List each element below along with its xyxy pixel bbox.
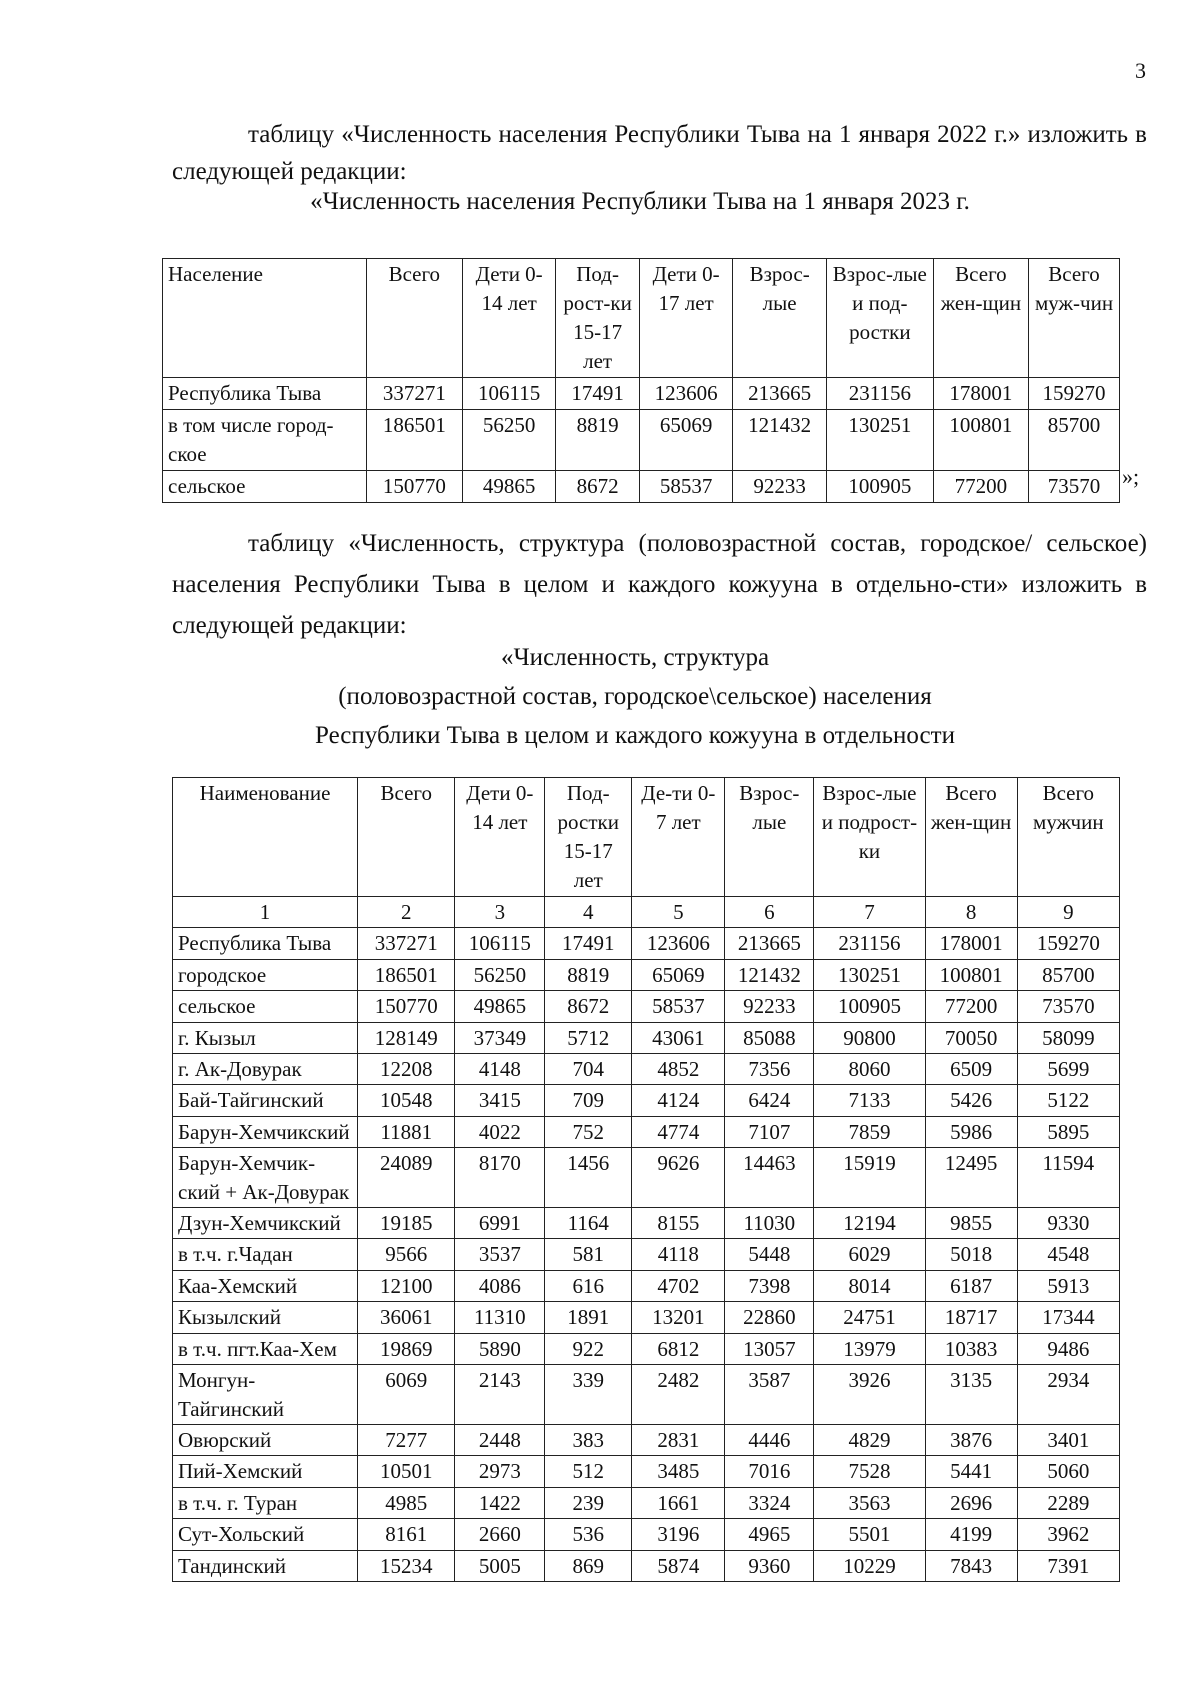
value-cell: 5874 xyxy=(632,1550,725,1581)
value-cell: 12495 xyxy=(925,1148,1017,1208)
value-cell: 159270 xyxy=(1029,378,1120,410)
value-cell: 7107 xyxy=(725,1116,814,1147)
value-cell: 130251 xyxy=(814,959,925,990)
column-index-cell: 7 xyxy=(814,897,925,928)
value-cell: 4548 xyxy=(1017,1239,1119,1270)
value-cell: 65069 xyxy=(639,410,733,471)
table-row xyxy=(173,1148,1120,1208)
value-cell: 5986 xyxy=(925,1116,1017,1147)
value-cell: 36061 xyxy=(358,1302,455,1333)
value-cell: 2934 xyxy=(1017,1365,1119,1425)
value-cell: 4985 xyxy=(358,1487,455,1518)
table2-title-line: (половозрастной состав, городское\сельское) населения xyxy=(338,683,932,710)
value-cell: 1891 xyxy=(545,1302,632,1333)
value-cell: 8014 xyxy=(814,1270,925,1301)
value-cell: 123606 xyxy=(639,378,733,410)
page-number: 3 xyxy=(1135,58,1146,83)
value-cell: 752 xyxy=(545,1116,632,1147)
table-row xyxy=(173,1550,1120,1581)
value-cell: 6424 xyxy=(725,1085,814,1116)
value-cell: 9330 xyxy=(1017,1208,1119,1239)
column-header: Население xyxy=(163,259,367,378)
value-cell: 704 xyxy=(545,1054,632,1085)
value-cell: 128149 xyxy=(358,1022,455,1053)
value-cell: 2660 xyxy=(455,1519,545,1550)
value-cell: 77200 xyxy=(933,471,1028,503)
value-cell: 22860 xyxy=(725,1302,814,1333)
value-cell: 18717 xyxy=(925,1302,1017,1333)
value-cell: 70050 xyxy=(925,1022,1017,1053)
row-label-cell: городское xyxy=(173,959,358,990)
value-cell: 337271 xyxy=(366,378,462,410)
value-cell: 58537 xyxy=(632,991,725,1022)
table-row xyxy=(173,1116,1120,1147)
value-cell: 3926 xyxy=(814,1365,925,1425)
value-cell: 4148 xyxy=(455,1054,545,1085)
row-label-cell: Дзун-Хемчикский xyxy=(173,1208,358,1239)
value-cell: 8060 xyxy=(814,1054,925,1085)
row-label-cell: в т.ч. пгт.Каа-Хем xyxy=(173,1333,358,1364)
table1-title: «Численность населения Республики Тыва на 1 января 2023 г. xyxy=(310,188,970,215)
value-cell: 512 xyxy=(545,1456,632,1487)
value-cell: 4446 xyxy=(725,1424,814,1455)
value-cell: 3563 xyxy=(814,1487,925,1518)
value-cell: 5895 xyxy=(1017,1116,1119,1147)
value-cell: 7391 xyxy=(1017,1550,1119,1581)
value-cell: 581 xyxy=(545,1239,632,1270)
value-cell: 6812 xyxy=(632,1333,725,1364)
value-cell: 2973 xyxy=(455,1456,545,1487)
column-header: Всего xyxy=(366,259,462,378)
table1-closing-quote: »; xyxy=(1122,464,1140,489)
value-cell: 15234 xyxy=(358,1550,455,1581)
column-header: Дети 0-14 лет xyxy=(455,778,545,897)
value-cell: 2289 xyxy=(1017,1487,1119,1518)
row-label-cell: Барун-Хемчикский xyxy=(173,1116,358,1147)
value-cell: 4852 xyxy=(632,1054,725,1085)
value-cell: 9855 xyxy=(925,1208,1017,1239)
value-cell: 24089 xyxy=(358,1148,455,1208)
row-label-cell: в т.ч. г. Туран xyxy=(173,1487,358,1518)
value-cell: 100801 xyxy=(933,410,1028,471)
value-cell: 19869 xyxy=(358,1333,455,1364)
value-cell: 2696 xyxy=(925,1487,1017,1518)
column-header: Всего жен-щин xyxy=(925,778,1017,897)
row-label-cell: Республика Тыва xyxy=(163,378,367,410)
column-header: Всего мужчин xyxy=(1017,778,1119,897)
value-cell: 49865 xyxy=(462,471,555,503)
value-cell: 1661 xyxy=(632,1487,725,1518)
value-cell: 92233 xyxy=(725,991,814,1022)
table-row xyxy=(163,471,1120,503)
value-cell: 12208 xyxy=(358,1054,455,1085)
value-cell: 100905 xyxy=(814,991,925,1022)
population-table-2023 xyxy=(162,258,1120,503)
row-label-cell: Барун-Хемчик-ский + Ак-Довурак xyxy=(173,1148,358,1208)
column-index-cell: 6 xyxy=(725,897,814,928)
value-cell: 1164 xyxy=(545,1208,632,1239)
value-cell: 11030 xyxy=(725,1208,814,1239)
value-cell: 11310 xyxy=(455,1302,545,1333)
value-cell: 8170 xyxy=(455,1148,545,1208)
value-cell: 106115 xyxy=(462,378,555,410)
value-cell: 13201 xyxy=(632,1302,725,1333)
value-cell: 536 xyxy=(545,1519,632,1550)
column-header: Под-рост-ки 15-17 лет xyxy=(556,259,639,378)
row-label-cell: Сут-Хольский xyxy=(173,1519,358,1550)
value-cell: 130251 xyxy=(826,410,933,471)
value-cell: 2143 xyxy=(455,1365,545,1425)
value-cell: 616 xyxy=(545,1270,632,1301)
value-cell: 150770 xyxy=(366,471,462,503)
value-cell: 5501 xyxy=(814,1519,925,1550)
value-cell: 24751 xyxy=(814,1302,925,1333)
value-cell: 5890 xyxy=(455,1333,545,1364)
column-index-cell: 3 xyxy=(455,897,545,928)
value-cell: 85088 xyxy=(725,1022,814,1053)
table-row xyxy=(173,1085,1120,1116)
value-cell: 3324 xyxy=(725,1487,814,1518)
value-cell: 869 xyxy=(545,1550,632,1581)
value-cell: 339 xyxy=(545,1365,632,1425)
value-cell: 11594 xyxy=(1017,1148,1119,1208)
column-header: Под-ростки 15-17 лет xyxy=(545,778,632,897)
table-row xyxy=(173,1333,1120,1364)
column-header: Взрос-лые xyxy=(733,259,827,378)
value-cell: 90800 xyxy=(814,1022,925,1053)
table-row xyxy=(173,1239,1120,1270)
row-label-cell: Овюрский xyxy=(173,1424,358,1455)
value-cell: 17491 xyxy=(545,928,632,959)
value-cell: 5060 xyxy=(1017,1456,1119,1487)
value-cell: 231156 xyxy=(826,378,933,410)
table-row xyxy=(173,1208,1120,1239)
value-cell: 2831 xyxy=(632,1424,725,1455)
value-cell: 58099 xyxy=(1017,1022,1119,1053)
value-cell: 231156 xyxy=(814,928,925,959)
column-header: Всего xyxy=(358,778,455,897)
value-cell: 3401 xyxy=(1017,1424,1119,1455)
table-row xyxy=(173,1054,1120,1085)
value-cell: 3485 xyxy=(632,1456,725,1487)
value-cell: 8819 xyxy=(545,959,632,990)
value-cell: 37349 xyxy=(455,1022,545,1053)
value-cell: 5699 xyxy=(1017,1054,1119,1085)
table-row xyxy=(173,1270,1120,1301)
value-cell: 43061 xyxy=(632,1022,725,1053)
value-cell: 178001 xyxy=(925,928,1017,959)
value-cell: 17344 xyxy=(1017,1302,1119,1333)
column-index-row xyxy=(173,897,1120,928)
table-row xyxy=(173,1456,1120,1487)
value-cell: 11881 xyxy=(358,1116,455,1147)
value-cell: 65069 xyxy=(632,959,725,990)
table2-title-line: Республики Тыва в целом и каждого кожууна в отдельности xyxy=(315,722,955,749)
value-cell: 6991 xyxy=(455,1208,545,1239)
value-cell: 10501 xyxy=(358,1456,455,1487)
row-label-cell: г. Ак-Довурак xyxy=(173,1054,358,1085)
value-cell: 2448 xyxy=(455,1424,545,1455)
value-cell: 5441 xyxy=(925,1456,1017,1487)
value-cell: 19185 xyxy=(358,1208,455,1239)
value-cell: 85700 xyxy=(1017,959,1119,990)
value-cell: 5913 xyxy=(1017,1270,1119,1301)
value-cell: 58537 xyxy=(639,471,733,503)
value-cell: 3196 xyxy=(632,1519,725,1550)
table-row xyxy=(173,1424,1120,1455)
value-cell: 5712 xyxy=(545,1022,632,1053)
value-cell: 4702 xyxy=(632,1270,725,1301)
column-index-cell: 2 xyxy=(358,897,455,928)
value-cell: 92233 xyxy=(733,471,827,503)
column-index-cell: 1 xyxy=(173,897,358,928)
value-cell: 121432 xyxy=(733,410,827,471)
value-cell: 337271 xyxy=(358,928,455,959)
value-cell: 5018 xyxy=(925,1239,1017,1270)
column-header: Де-ти 0-7 лет xyxy=(632,778,725,897)
value-cell: 123606 xyxy=(632,928,725,959)
value-cell: 121432 xyxy=(725,959,814,990)
intro-paragraph-1: таблицу «Численность населения Республики Тыва на 1 января 2022 г.» изложить в следующей редакции: xyxy=(172,121,1147,185)
value-cell: 4965 xyxy=(725,1519,814,1550)
row-label-cell: Республика Тыва xyxy=(173,928,358,959)
row-label-cell: сельское xyxy=(163,471,367,503)
value-cell: 4086 xyxy=(455,1270,545,1301)
table-row xyxy=(173,1022,1120,1053)
value-cell: 10383 xyxy=(925,1333,1017,1364)
value-cell: 7528 xyxy=(814,1456,925,1487)
value-cell: 14463 xyxy=(725,1148,814,1208)
column-index-cell: 8 xyxy=(925,897,1017,928)
intro-paragraph-2: таблицу «Численность, структура (половозрастной состав, городское/ сельское) населения Республики Тыва в целом и каждого кожууна в отдельно-сти» изложить в следующей редакции: xyxy=(172,530,1147,639)
table2-title xyxy=(0,638,1200,755)
value-cell: 3415 xyxy=(455,1085,545,1116)
value-cell: 6509 xyxy=(925,1054,1017,1085)
value-cell: 8672 xyxy=(545,991,632,1022)
value-cell: 9486 xyxy=(1017,1333,1119,1364)
value-cell: 8672 xyxy=(556,471,639,503)
value-cell: 3962 xyxy=(1017,1519,1119,1550)
value-cell: 7859 xyxy=(814,1116,925,1147)
population-structure-table xyxy=(172,777,1120,1582)
row-label-cell: Кызылский xyxy=(173,1302,358,1333)
table-row xyxy=(173,1519,1120,1550)
value-cell: 8819 xyxy=(556,410,639,471)
column-index-cell: 5 xyxy=(632,897,725,928)
value-cell: 9566 xyxy=(358,1239,455,1270)
row-label-cell: Пий-Хемский xyxy=(173,1456,358,1487)
row-label-cell: Монгун-Тайгинский xyxy=(173,1365,358,1425)
value-cell: 6029 xyxy=(814,1239,925,1270)
value-cell: 17491 xyxy=(556,378,639,410)
value-cell: 49865 xyxy=(455,991,545,1022)
value-cell: 77200 xyxy=(925,991,1017,1022)
value-cell: 1422 xyxy=(455,1487,545,1518)
value-cell: 9360 xyxy=(725,1550,814,1581)
value-cell: 1456 xyxy=(545,1148,632,1208)
value-cell: 186501 xyxy=(366,410,462,471)
value-cell: 13979 xyxy=(814,1333,925,1364)
value-cell: 3135 xyxy=(925,1365,1017,1425)
table-header-row xyxy=(163,259,1120,378)
value-cell: 100801 xyxy=(925,959,1017,990)
column-header: Наименование xyxy=(173,778,358,897)
column-header: Взрос-лые и подрост-ки xyxy=(814,778,925,897)
value-cell: 7843 xyxy=(925,1550,1017,1581)
value-cell: 100905 xyxy=(826,471,933,503)
value-cell: 5005 xyxy=(455,1550,545,1581)
value-cell: 73570 xyxy=(1029,471,1120,503)
value-cell: 709 xyxy=(545,1085,632,1116)
value-cell: 73570 xyxy=(1017,991,1119,1022)
value-cell: 4118 xyxy=(632,1239,725,1270)
table-row xyxy=(173,959,1120,990)
value-cell: 12194 xyxy=(814,1208,925,1239)
value-cell: 7398 xyxy=(725,1270,814,1301)
value-cell: 8155 xyxy=(632,1208,725,1239)
value-cell: 10229 xyxy=(814,1550,925,1581)
value-cell: 5122 xyxy=(1017,1085,1119,1116)
value-cell: 922 xyxy=(545,1333,632,1364)
value-cell: 213665 xyxy=(725,928,814,959)
value-cell: 4022 xyxy=(455,1116,545,1147)
column-index-cell: 4 xyxy=(545,897,632,928)
value-cell: 213665 xyxy=(733,378,827,410)
value-cell: 85700 xyxy=(1029,410,1120,471)
value-cell: 5426 xyxy=(925,1085,1017,1116)
value-cell: 7277 xyxy=(358,1424,455,1455)
value-cell: 178001 xyxy=(933,378,1028,410)
value-cell: 7356 xyxy=(725,1054,814,1085)
row-label-cell: в том числе город-ское xyxy=(163,410,367,471)
value-cell: 5448 xyxy=(725,1239,814,1270)
row-label-cell: в т.ч. г.Чадан xyxy=(173,1239,358,1270)
column-header: Дети 0-14 лет xyxy=(462,259,555,378)
value-cell: 159270 xyxy=(1017,928,1119,959)
value-cell: 150770 xyxy=(358,991,455,1022)
table-row xyxy=(173,1365,1120,1425)
value-cell: 7016 xyxy=(725,1456,814,1487)
value-cell: 3587 xyxy=(725,1365,814,1425)
value-cell: 6069 xyxy=(358,1365,455,1425)
row-label-cell: Каа-Хемский xyxy=(173,1270,358,1301)
value-cell: 56250 xyxy=(462,410,555,471)
value-cell: 3537 xyxy=(455,1239,545,1270)
value-cell: 4774 xyxy=(632,1116,725,1147)
value-cell: 9626 xyxy=(632,1148,725,1208)
row-label-cell: Тандинский xyxy=(173,1550,358,1581)
value-cell: 383 xyxy=(545,1424,632,1455)
value-cell: 4199 xyxy=(925,1519,1017,1550)
table-row xyxy=(173,1487,1120,1518)
table-row xyxy=(173,1302,1120,1333)
column-header: Всего жен-щин xyxy=(933,259,1028,378)
table-row xyxy=(163,410,1120,471)
table-row xyxy=(163,378,1120,410)
row-label-cell: сельское xyxy=(173,991,358,1022)
value-cell: 7133 xyxy=(814,1085,925,1116)
column-header: Дети 0-17 лет xyxy=(639,259,733,378)
column-header: Взрос-лые xyxy=(725,778,814,897)
value-cell: 106115 xyxy=(455,928,545,959)
column-header: Взрос-лые и под-ростки xyxy=(826,259,933,378)
value-cell: 2482 xyxy=(632,1365,725,1425)
table-header-row xyxy=(173,778,1120,897)
value-cell: 13057 xyxy=(725,1333,814,1364)
value-cell: 186501 xyxy=(358,959,455,990)
value-cell: 4124 xyxy=(632,1085,725,1116)
column-header: Всего муж-чин xyxy=(1029,259,1120,378)
value-cell: 15919 xyxy=(814,1148,925,1208)
value-cell: 6187 xyxy=(925,1270,1017,1301)
value-cell: 56250 xyxy=(455,959,545,990)
row-label-cell: Бай-Тайгинский xyxy=(173,1085,358,1116)
table-row xyxy=(173,928,1120,959)
table2-title-line: «Численность, структура xyxy=(500,644,770,671)
value-cell: 4829 xyxy=(814,1424,925,1455)
row-label-cell: г. Кызыл xyxy=(173,1022,358,1053)
value-cell: 239 xyxy=(545,1487,632,1518)
column-index-cell: 9 xyxy=(1017,897,1119,928)
value-cell: 10548 xyxy=(358,1085,455,1116)
value-cell: 12100 xyxy=(358,1270,455,1301)
value-cell: 8161 xyxy=(358,1519,455,1550)
value-cell: 3876 xyxy=(925,1424,1017,1455)
table-row xyxy=(173,991,1120,1022)
